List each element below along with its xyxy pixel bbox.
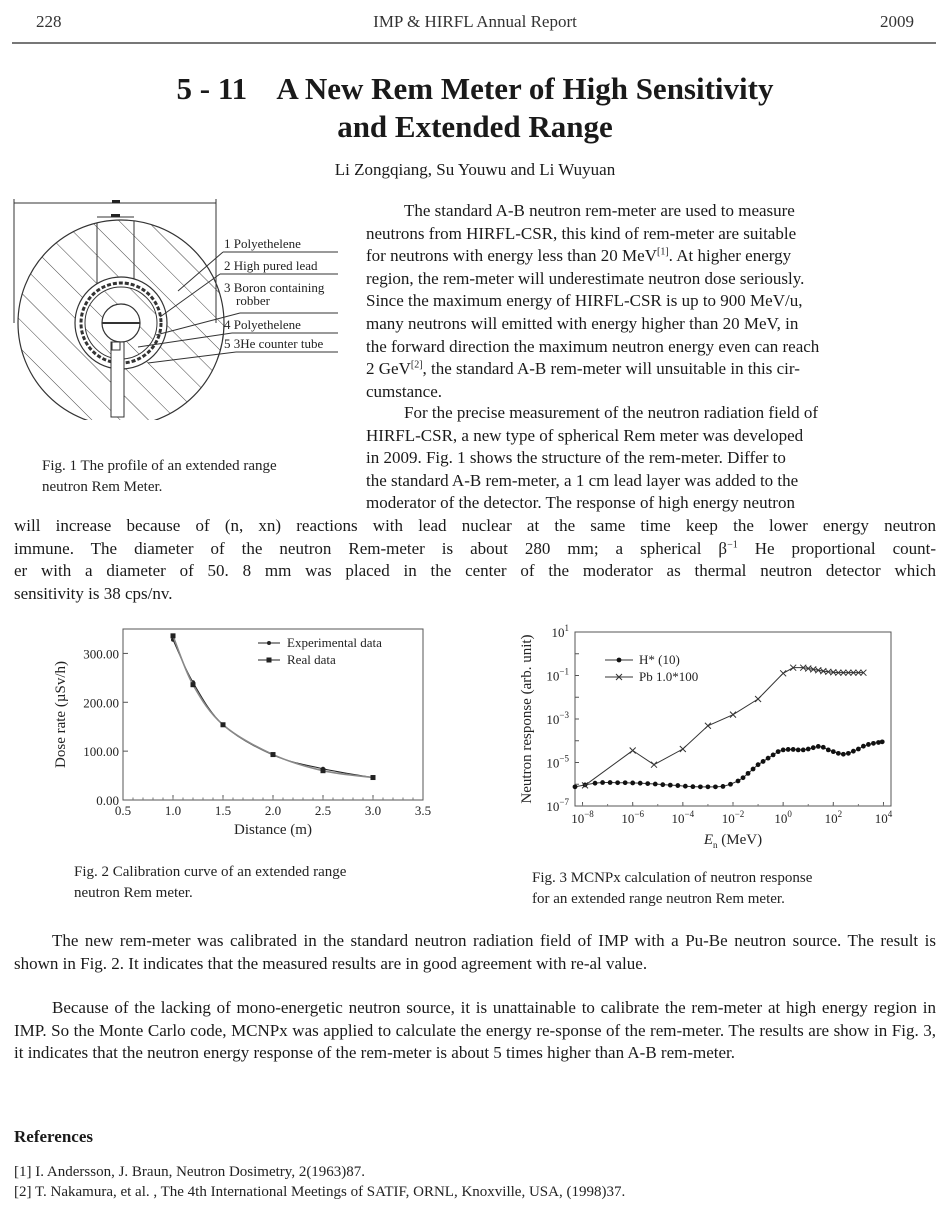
text-line: neutrons from HIRFL-CSR, this kind of rem-meter are suitable <box>366 223 797 243</box>
caption-line: neutron Rem Meter. <box>42 479 163 495</box>
paragraph-3: The new rem-meter was calibrated in the standard neutron radiation field of IMP with a Pu-Be neutron source. The result is shown in Fig. 2. It indicates that the measured results are in good agreement with re-al value. <box>14 931 936 973</box>
data-point-pb <box>780 670 786 676</box>
data-point-h10 <box>791 747 796 752</box>
x-tick-label: $10^{-6}$ <box>621 809 644 826</box>
caption-line: Fig. 1 The profile of an extended range <box>42 458 277 474</box>
y-tick-label: 200.00 <box>83 695 119 711</box>
x-tick-label: 1.5 <box>214 803 232 818</box>
y-tick-label: 100.00 <box>83 744 119 760</box>
data-point-h10 <box>836 751 841 756</box>
data-point-h10 <box>880 739 885 744</box>
data-point-real <box>191 682 196 687</box>
data-point-pb <box>630 748 636 754</box>
data-point-h10 <box>796 747 801 752</box>
x-tick-label: 0.5 <box>114 803 132 818</box>
data-point-h10 <box>816 744 821 749</box>
data-point-h10 <box>871 741 876 746</box>
text-line: the forward direction the maximum neutron energy even can reach <box>366 336 820 356</box>
data-point-h10 <box>713 784 718 789</box>
text-line: 2 GeV <box>366 359 411 379</box>
data-point-pb <box>705 723 711 729</box>
x-tick-label: 3.0 <box>364 803 382 818</box>
data-point-h10 <box>811 745 816 750</box>
data-point-h10 <box>600 780 605 785</box>
x-tick-label: $10^0$ <box>774 809 792 826</box>
x-tick-label: 2.0 <box>264 803 282 818</box>
legend-label: H* (10) <box>639 652 680 667</box>
label-lead: 2 High pured lead <box>224 258 318 273</box>
text-line: region, the rem-meter will underestimate neutron dose seriously. <box>366 268 805 288</box>
data-point-h10 <box>856 747 861 752</box>
label-boron-cont: robber <box>236 293 270 308</box>
title-line-1: 5 - 11 A New Rem Meter of High Sensitivity <box>176 71 774 106</box>
data-point-h10 <box>751 767 756 772</box>
data-point-pb <box>755 696 761 702</box>
data-point-h10 <box>776 749 781 754</box>
data-point-h10 <box>756 762 761 767</box>
legend-marker <box>267 658 272 663</box>
title-line-2: and Extended Range <box>337 109 613 144</box>
text-line: in 2009. Fig. 1 shows the structure of the rem-meter. Differ to <box>366 448 786 468</box>
y-tick-label: $10^{-3}$ <box>546 710 569 727</box>
x-tick-label: $10^2$ <box>824 809 843 826</box>
data-point-h10 <box>608 780 613 785</box>
citation-2[interactable]: [2] <box>410 359 423 371</box>
caption-line: Fig. 3 MCNPx calculation of neutron response <box>532 870 813 886</box>
data-point-h10 <box>841 752 846 757</box>
figure-3-chart <box>515 620 905 850</box>
text-line: immune. The diameter of the neutron Rem-meter is about 280 mm; a spherical β <box>14 538 728 558</box>
y-tick-label: $10^{-5}$ <box>546 753 569 771</box>
x-tick-label: 3.5 <box>414 803 432 818</box>
data-point-h10 <box>831 749 836 754</box>
data-point-h10 <box>728 782 733 787</box>
paragraph-4: Because of the lacking of mono-energetic neutron source, it is unattainable to calibrate the rem-meter at high energy region in IMP. So the Monte Carlo code, MCNPx was applied to calculate the energy re-sponse of the rem-meter. The results are show in Fig. 3, it indicates that the neutron energy response of the rem-meter is about 5 times higher than A-B rem-meter. <box>14 998 936 1063</box>
data-point-real <box>221 722 226 727</box>
data-point-pb <box>730 712 736 718</box>
text-line: The standard A-B neutron rem-meter are used to measure <box>404 201 795 220</box>
text-line: He proportional count- <box>737 538 936 558</box>
text-line: moderator of the detector. The response of high energy neutron <box>366 493 795 513</box>
superscript: −1 <box>727 538 738 550</box>
legend-marker <box>267 641 271 645</box>
paragraph-2-full <box>14 515 936 605</box>
legend-label: Pb 1.0*100 <box>639 669 699 684</box>
data-point-h10 <box>573 784 578 789</box>
series-line-h10 <box>575 742 882 787</box>
legend-label: Real data <box>287 652 336 667</box>
label-polyethylene-4: 4 Polyethelene <box>224 317 301 332</box>
y-tick-label: 300.00 <box>83 646 119 662</box>
data-point-h10 <box>683 784 688 789</box>
text-line: the standard A-B rem-meter, a 1 cm lead layer was added to the <box>366 470 799 490</box>
reference-item: [2] T. Nakamura, et al. , The 4th International Meetings of SATIF, ORNL, Knoxville, USA, (1998)37. <box>14 1184 626 1200</box>
caption-line: for an extended range neutron Rem meter. <box>532 891 785 907</box>
data-point-h10 <box>736 779 741 784</box>
text-line: er with a diameter of 50. 8 mm was placed in the center of the moderator as thermal neutron detector which <box>14 561 936 581</box>
data-point-pb <box>651 762 657 768</box>
data-point-real <box>171 633 176 638</box>
data-point-h10 <box>721 784 726 789</box>
page-number: 228 <box>36 12 62 31</box>
caption-line: neutron Rem meter. <box>74 885 193 901</box>
text-line: HIRFL-CSR, a new type of spherical Rem meter was developed <box>366 425 804 445</box>
label-boron: 3 Boron containing <box>224 280 325 295</box>
data-point-h10 <box>706 784 711 789</box>
text-line: many neutrons will emitted with energy higher than 20 MeV, in <box>366 313 799 333</box>
text-line: . At higher energy <box>668 246 792 266</box>
series-line-pb <box>585 668 863 786</box>
data-point-h10 <box>660 782 665 787</box>
label-he3-tube: 5 3He counter tube <box>224 336 324 351</box>
plot-frame <box>575 632 891 806</box>
text-line: , the standard A-B rem-meter will unsuitable in this cir- <box>422 359 800 379</box>
figure-2-caption <box>74 862 346 904</box>
data-point-h10 <box>615 780 620 785</box>
article-title <box>0 70 950 146</box>
text-line: cumstance. <box>366 381 442 401</box>
data-point-h10 <box>653 782 658 787</box>
data-point-h10 <box>746 771 751 776</box>
figure-1-diagram <box>8 195 353 420</box>
text-line: for neutrons with energy less than 20 MeV <box>366 246 657 266</box>
x-tick-label: $10^{-2}$ <box>721 809 745 826</box>
x-tick-label: 1.0 <box>164 803 182 818</box>
authors: Li Zongqiang, Su Youwu and Li Wuyuan <box>334 160 616 179</box>
data-point-h10 <box>846 751 851 756</box>
citation-1[interactable]: [1] <box>657 246 669 258</box>
data-point-h10 <box>851 749 856 754</box>
x-tick-label: $10^4$ <box>874 809 893 826</box>
journal-name: IMP & HIRFL Annual Report <box>373 12 577 31</box>
y-tick-label: $10^{-7}$ <box>546 797 569 814</box>
data-point-h10 <box>821 745 826 750</box>
data-point-h10 <box>806 747 811 752</box>
references-heading: References <box>14 1127 93 1146</box>
y-tick-label: 0.00 <box>96 793 119 808</box>
legend-label: Experimental data <box>287 635 382 650</box>
reference-item: [1] I. Andersson, J. Braun, Neutron Dosimetry, 2(1963)87. <box>14 1164 366 1180</box>
paragraph-1 <box>366 200 936 403</box>
data-point-h10 <box>593 781 598 786</box>
x-tick-label: 2.5 <box>314 803 332 818</box>
data-point-h10 <box>675 783 680 788</box>
figure-1-caption <box>42 456 277 498</box>
data-point-real <box>321 768 326 773</box>
caption-line: Fig. 2 Calibration curve of an extended range <box>74 864 347 880</box>
plot-frame <box>123 629 423 800</box>
data-point-real <box>271 752 276 757</box>
label-polyethylene-1: 1 Polyethelene <box>224 236 301 251</box>
data-point-h10 <box>861 744 866 749</box>
data-point-h10 <box>771 752 776 757</box>
text-line: sensitivity is 38 cps/nv. <box>14 583 173 603</box>
data-point-h10 <box>781 747 786 752</box>
data-point-h10 <box>645 781 650 786</box>
data-point-h10 <box>826 747 831 752</box>
data-point-h10 <box>638 781 643 786</box>
paragraph-2-column <box>366 402 936 515</box>
legend-marker <box>617 658 622 663</box>
data-point-pb <box>680 746 686 752</box>
y-axis-label: Neutron response (arb. unit) <box>519 634 535 804</box>
data-point-h10 <box>630 781 635 786</box>
x-axis-label: Distance (m) <box>234 822 312 838</box>
data-point-h10 <box>786 747 791 752</box>
data-point-h10 <box>766 756 771 761</box>
x-axis-label: $E_n$ (MeV) <box>703 832 763 850</box>
header-rule <box>12 42 936 44</box>
x-tick-label: $10^{-4}$ <box>671 809 695 826</box>
figure-3-caption <box>532 868 812 910</box>
text-line: For the precise measurement of the neutron radiation field of <box>404 403 818 422</box>
y-tick-label: $10^1$ <box>551 623 569 640</box>
data-point-h10 <box>801 747 806 752</box>
text-line: Since the maximum energy of HIRFL-CSR is up to 900 MeV/u, <box>366 291 803 311</box>
y-axis-label: Dose rate (µSv/h) <box>53 661 69 768</box>
figure-2-chart <box>40 620 440 845</box>
report-year: 2009 <box>880 12 914 31</box>
data-point-h10 <box>741 775 746 780</box>
data-point-h10 <box>623 780 628 785</box>
data-point-h10 <box>761 759 766 764</box>
data-point-h10 <box>866 742 871 747</box>
data-point-h10 <box>668 783 673 788</box>
data-point-h10 <box>690 784 695 789</box>
text-line: will increase because of (n, xn) reactions with lead nuclear at the same time keep the lower energy neutron <box>14 516 936 535</box>
data-point-h10 <box>698 784 703 789</box>
data-point-real <box>371 775 376 780</box>
y-tick-label: $10^{-1}$ <box>546 666 569 684</box>
x-tick-label: $10^{-8}$ <box>571 809 594 826</box>
